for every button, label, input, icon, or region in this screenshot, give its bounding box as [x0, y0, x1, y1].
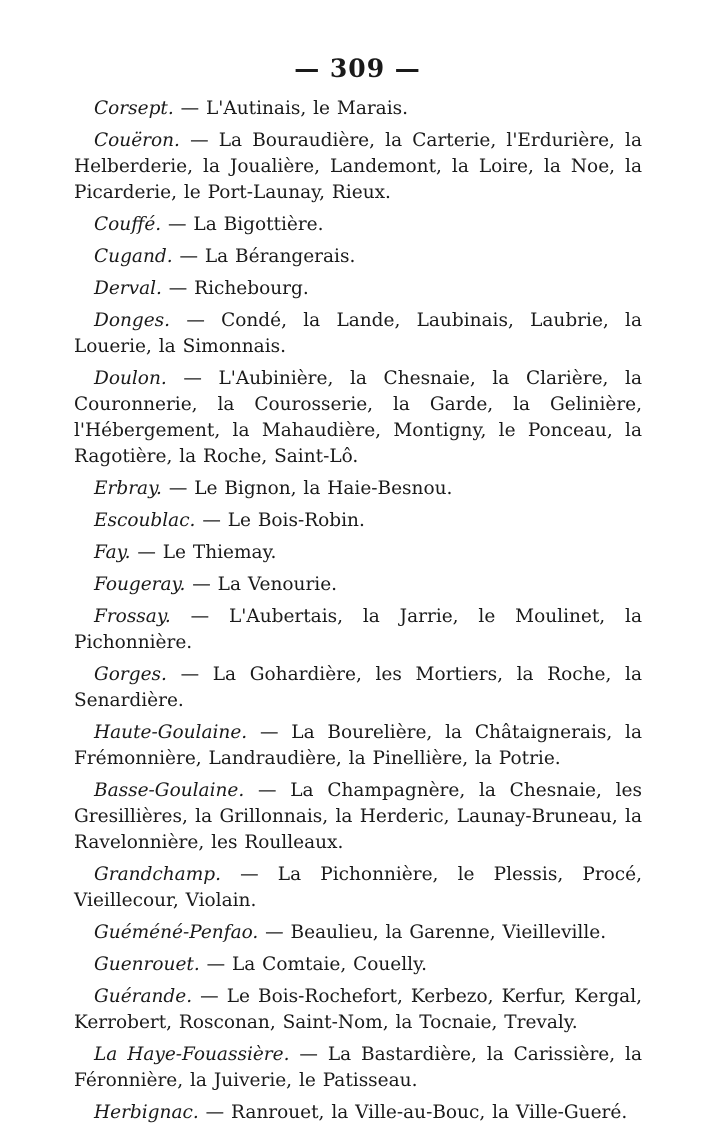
commune-name: Cugand.: [94, 246, 173, 267]
locality-list: — La Bouraudière, la Carterie, l'Erdurière, la Helberderie, la Joualière, Landemont, la Loire, la Noe, la Picarderie, le Port-Launay, Rieux.: [74, 130, 642, 203]
locality-list: — Ranrouet, la Ville-au-Bouc, la Ville-Gueré.: [198, 1102, 628, 1123]
commune-name: Basse-Goulaine.: [94, 780, 245, 801]
locality-list: — L'Aubertais, la Jarrie, le Moulinet, la Pichonnière.: [74, 606, 642, 653]
locality-list: — La Venourie.: [185, 574, 338, 595]
commune-entry: [74, 984, 642, 1036]
commune-entry: [74, 862, 642, 914]
commune-name: Fougeray.: [94, 574, 186, 595]
commune-entry: [74, 96, 642, 122]
commune-entry: [74, 308, 642, 360]
locality-list: — La Bastardière, la Carissière, la Féronnière, la Juiverie, le Patisseau.: [74, 1044, 642, 1091]
commune-name: Guéméné-Penfao.: [94, 922, 259, 943]
locality-list: — Condé, la Lande, Laubinais, Laubrie, la Louerie, la Simonnais.: [74, 310, 642, 357]
locality-list: — Le Bois-Rochefort, Kerbezo, Kerfur, Kergal, Kerrobert, Rosconan, Saint-Nom, la Tocnaie, Trevaly.: [74, 986, 642, 1033]
commune-name: Couffé.: [94, 214, 162, 235]
commune-entry: [74, 476, 642, 502]
locality-list: — La Bourelière, la Châtaignerais, la Frémonnière, Landraudière, la Pinellière, la Potrie.: [74, 722, 642, 769]
commune-name: Doulon.: [94, 368, 167, 389]
locality-list: — L'Aubinière, la Chesnaie, la Clarière, la Couronnerie, la Courosserie, la Garde, la Gelinière, l'Hébergement, la Mahaudière, Montigny, le Ponceau, la Ragotière, la Roche, Saint-Lô.: [74, 368, 642, 467]
commune-name: Derval.: [94, 278, 162, 299]
commune-name: Guenrouet.: [94, 954, 200, 975]
commune-entry: [74, 572, 642, 598]
commune-name: Grandchamp.: [94, 864, 221, 885]
page-number: — 309 —: [294, 54, 421, 83]
locality-list: — Le Bois-Robin.: [195, 510, 365, 531]
commune-name: Couëron.: [94, 130, 180, 151]
locality-list: — La Gohardière, les Mortiers, la Roche, la Senardière.: [74, 664, 642, 711]
commune-entry: [74, 276, 642, 302]
locality-list: — La Bigottière.: [161, 214, 324, 235]
commune-entry: [74, 604, 642, 656]
commune-name: Erbray.: [94, 478, 162, 499]
commune-name: Donges.: [94, 310, 171, 331]
commune-entry: [74, 540, 642, 566]
commune-entry: [74, 778, 642, 856]
commune-entry: [74, 508, 642, 534]
commune-entry: [74, 212, 642, 238]
locality-list: — La Comtaie, Couelly.: [199, 954, 427, 975]
locality-list: — Le Thiemay.: [130, 542, 277, 563]
locality-list: — Richebourg.: [161, 278, 309, 299]
locality-list: — La Champagnère, la Chesnaie, les Gresillières, la Grillonnais, la Herderic, Launay-Bruneau, la Ravelonnière, les Roulleaux.: [74, 780, 642, 853]
commune-name: Guérande.: [94, 986, 193, 1007]
commune-name: Fay.: [94, 542, 131, 563]
locality-list: — La Bérangerais.: [172, 246, 356, 267]
locality-list: — L'Autinais, le Marais.: [173, 98, 409, 119]
commune-entry: [74, 244, 642, 270]
commune-entry: [74, 1100, 642, 1126]
commune-name: Herbignac.: [94, 1102, 199, 1123]
commune-entry: [74, 720, 642, 772]
commune-entry: [74, 662, 642, 714]
commune-entry: [74, 366, 642, 470]
commune-name: Haute-Goulaine.: [94, 722, 248, 743]
commune-name: Escoublac.: [94, 510, 196, 531]
commune-name: Gorges.: [94, 664, 167, 685]
commune-entry: [74, 1042, 642, 1094]
commune-name: La Haye-Fouassière.: [94, 1044, 290, 1065]
commune-entry: [74, 920, 642, 946]
commune-entry: [74, 952, 642, 978]
commune-name: Frossay.: [94, 606, 171, 627]
commune-name: Corsept.: [94, 98, 174, 119]
locality-list: — Beaulieu, la Garenne, Vieilleville.: [258, 922, 607, 943]
locality-list: — La Pichonnière, le Plessis, Procé, Vieillecour, Violain.: [74, 864, 642, 911]
commune-entry: [74, 128, 642, 206]
commune-list: [74, 96, 642, 1132]
locality-list: — Le Bignon, la Haie-Besnou.: [161, 478, 453, 499]
